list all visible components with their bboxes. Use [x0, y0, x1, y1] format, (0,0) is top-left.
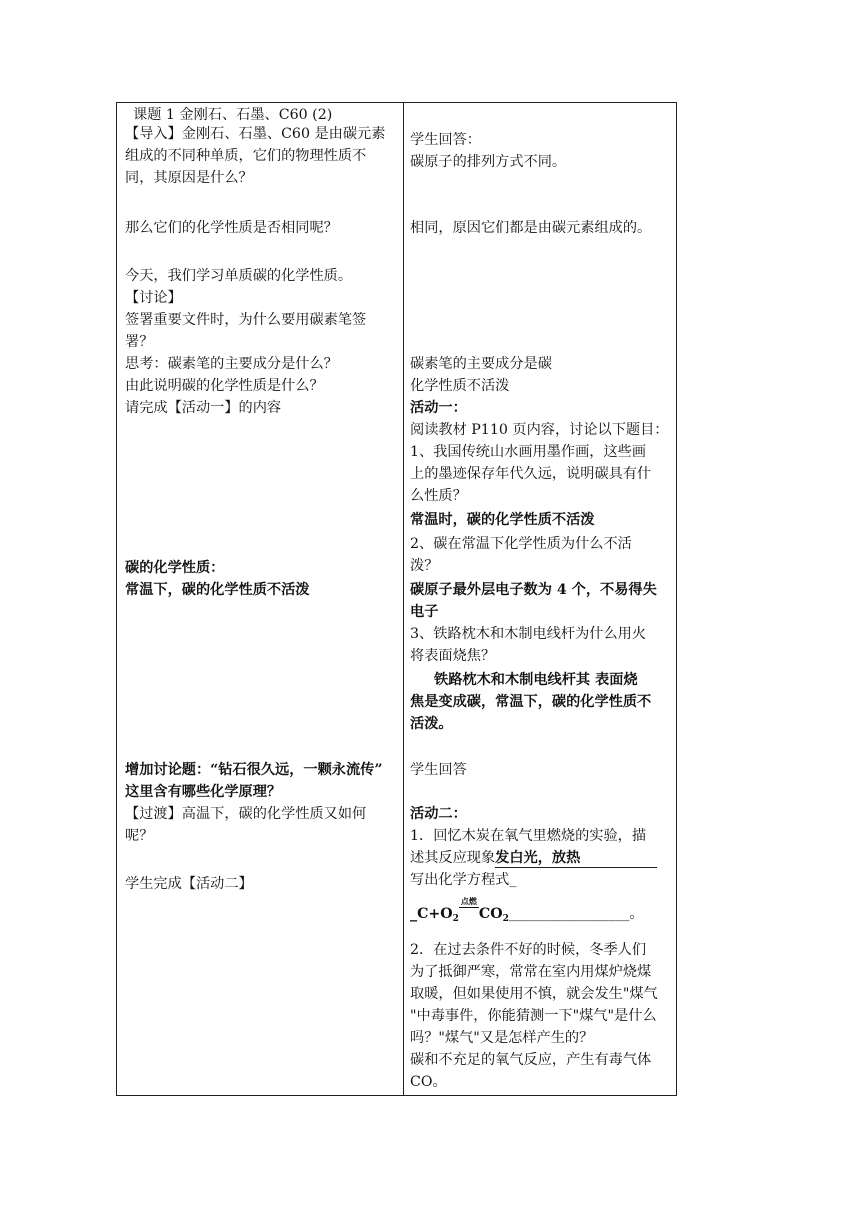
right-bold-line: 常温时，碳的化学性质不活泼: [410, 512, 595, 528]
right-line: 2、碳在常温下化学性质为什么不活: [410, 536, 632, 552]
reaction-condition: 点燃: [460, 896, 477, 906]
left-bold-line: 碳的化学性质：: [125, 560, 225, 576]
right-line: 将表面烧焦？: [410, 648, 496, 664]
left-line: 同，其原因是什么？: [125, 170, 253, 186]
right-line: 2．在过去条件不好的时候，冬季人们: [410, 942, 647, 958]
left-line: 呢？: [125, 828, 154, 844]
left-line: 由此说明碳的化学性质是什么？: [125, 378, 324, 394]
lesson-table: [116, 102, 677, 1096]
right-bold-line: 焦是变成碳，常温下，碳的化学性质不: [410, 694, 652, 710]
phenomenon-label: 述其反应现象: [410, 850, 496, 866]
right-line: 泼？: [410, 558, 439, 574]
left-bold-line: 增加讨论题：“钻石很久远，一颗永流传”: [125, 762, 383, 778]
right-line: 为了抵御严寒，常常在室内用煤炉烧煤: [410, 964, 652, 980]
phenomenon-line: [410, 849, 657, 868]
right-bold-line: 活泼。: [410, 716, 453, 732]
right-line: "中毒事件，你能猜测一下"煤气"是什么: [410, 1008, 657, 1024]
left-line: 【导入】金刚石、石墨、C60 是由碳元素: [125, 126, 386, 142]
left-line: 组成的不同种单质，它们的物理性质不: [125, 148, 367, 164]
right-line: 上的墨迹保存年代久远，说明碳具有什: [410, 466, 652, 482]
right-line: 碳素笔的主要成分是碳: [410, 356, 552, 372]
chemical-equation: $\_C+O_2^{点燃}CO_2\_\_\_\_\_\_\_\_\_\_\_\_\_\_\_\_\_$。: [410, 896, 644, 924]
right-line: 取暖，但如果使用不慎，就会发生"煤气: [410, 986, 658, 1002]
left-line: 那么它们的化学性质是否相同呢？: [125, 220, 338, 236]
right-line: 阅读教材 P110 页内容，讨论以下题目：: [410, 422, 669, 438]
right-bold-line: 活动二：: [410, 806, 467, 822]
right-line: 碳原子的排列方式不同。: [410, 154, 567, 170]
left-line: 【讨论】: [125, 290, 182, 306]
teacher-column: [117, 103, 403, 1095]
left-bold-line: 常温下，碳的化学性质不活泼: [125, 582, 310, 598]
left-line: 学生完成【活动二】: [125, 876, 253, 892]
right-line: 吗？"煤气"又是怎样产生的？: [410, 1030, 594, 1046]
left-line: 署？: [125, 334, 154, 350]
right-line: 化学性质不活泼: [410, 378, 510, 394]
right-line: 1．回忆木炭在氧气里燃烧的实验，描: [410, 828, 647, 844]
right-line: 么性质？: [410, 488, 467, 504]
right-bold-line: 碳原子最外层电子数为 4 个，不易得失: [410, 582, 657, 598]
left-line: 【过渡】高温下，碳的化学性质又如何: [125, 806, 367, 822]
left-line: 签署重要文件时，为什么要用碳素笔签: [125, 312, 367, 328]
right-line: 学生回答：: [410, 132, 481, 148]
right-line: 相同，原因它们都是由碳元素组成的。: [410, 220, 652, 236]
right-bold-line: 活动一：: [410, 400, 467, 416]
lesson-title: 课题 1 金刚石、石墨、C60 (2): [133, 107, 333, 123]
phenomenon-answer: 发白光，放热: [495, 849, 657, 868]
right-line: 1、我国传统山水画用墨作画，这些画: [410, 444, 647, 460]
student-column: [404, 103, 676, 1095]
right-line: 碳和不充足的氧气反应，产生有毒气体: [410, 1052, 652, 1068]
left-line: 思考：碳素笔的主要成分是什么？: [125, 356, 338, 372]
reaction-arrow: [459, 896, 479, 924]
right-line: 写出化学方程式_: [410, 872, 517, 888]
left-line: 今天，我们学习单质碳的化学性质。: [125, 268, 353, 284]
right-line: CO。: [410, 1074, 447, 1090]
left-bold-line: 这里含有哪些化学原理？: [125, 784, 282, 800]
left-line: 请完成【活动一】的内容: [125, 400, 282, 416]
right-bold-line: 铁路枕木和木制电线杆其 表面烧: [434, 672, 638, 688]
right-bold-line: 电子: [410, 604, 439, 620]
right-line: 学生回答: [410, 762, 467, 778]
right-line: 3、铁路枕木和木制电线杆为什么用火: [410, 626, 647, 642]
